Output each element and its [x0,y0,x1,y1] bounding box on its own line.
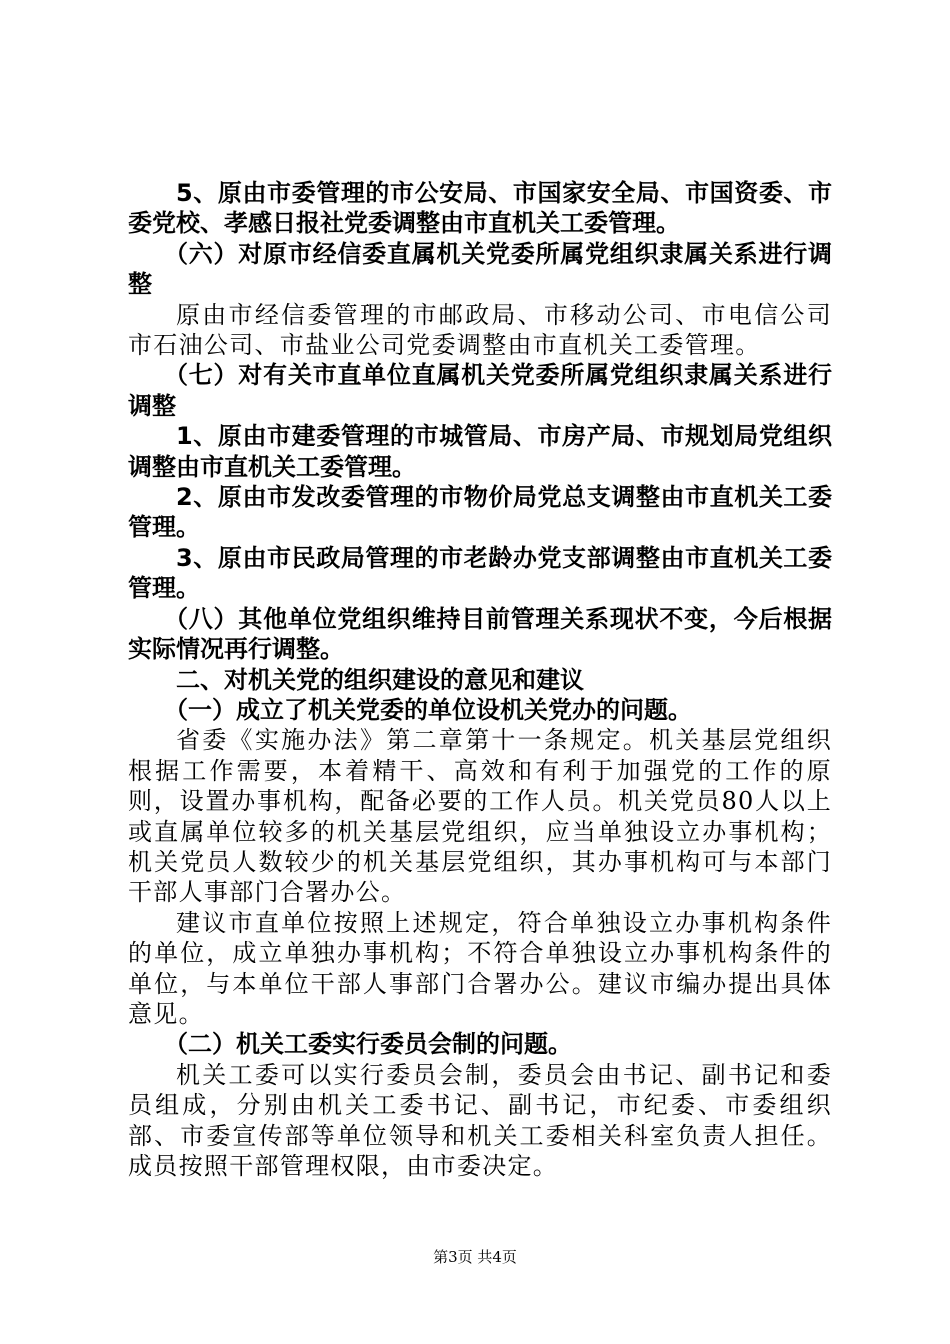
paragraph-body: 省委《实施办法》第二章第十一条规定。机关基层党组织根据工作需要，本着精干、高效和有利于加强党的工作的原则，设置办事机构，配备必要的工作人员。机关党员80人以上或直属单位较多的机关基层党组织，应当单独设立办事机构；机关党员人数较少的机关基层党组织，其办事机构可与本部门干部人事部门合署办公。 [128,726,832,907]
paragraph-item-3: 3、原由市民政局管理的市老龄办党支部调整由市直机关工委管理。 [128,543,832,603]
paragraph-item-1: 1、原由市建委管理的市城管局、市房产局、市规划局党组织调整由市直机关工委管理。 [128,422,832,481]
section-heading-7: （七）对有关市直单位直属机关党委所属党组织隶属关系进行调整 [128,361,832,420]
section-heading-6: （六）对原市经信委直属机关党委所属党组织隶属关系进行调整 [128,239,832,299]
section-heading-8: （八）其他单位党组织维持目前管理关系现状不变，今后根据实际情况再行调整。 [128,604,832,664]
paragraph-item-2: 2、原由市发改委管理的市物价局党总支调整由市直机关工委管理。 [128,483,832,542]
document-body [128,178,832,1181]
page-number-label: 第3页 共4页 [433,1248,517,1266]
section-heading-2-2: （二）机关工委实行委员会制的问题。 [164,1030,572,1059]
section-heading-2-1: （一）成立了机关党委的单位设机关党办的问题。 [164,695,692,724]
paragraph-item-5: 5、原由市委管理的市公安局、市国家安全局、市国资委、市委党校、孝感日报社党委调整由市直机关工委管理。 [128,179,832,238]
paragraph-body: 建议市直单位按照上述规定，符合单独设立办事机构条件的单位，成立单独办事机构；不符合单独设立办事机构条件的单位，与本单位干部人事部门合署办公。建议市编办提出具体意见。 [128,908,832,1028]
paragraph-body: 原由市经信委管理的市邮政局、市移动公司、市电信公司市石油公司、市盐业公司党委调整由市直机关工委管理。 [128,300,832,360]
chapter-heading-2: 二、对机关党的组织建设的意见和建议 [176,665,584,694]
page-footer [0,1247,950,1267]
paragraph-body: 机关工委可以实行委员会制，委员会由书记、副书记和委员组成，分别由机关工委书记、副书记，市纪委、市委组织部、市委宣传部等单位领导和机关工委相关科室负责人担任。成员按照干部管理权限，由市委决定。 [128,1060,832,1180]
